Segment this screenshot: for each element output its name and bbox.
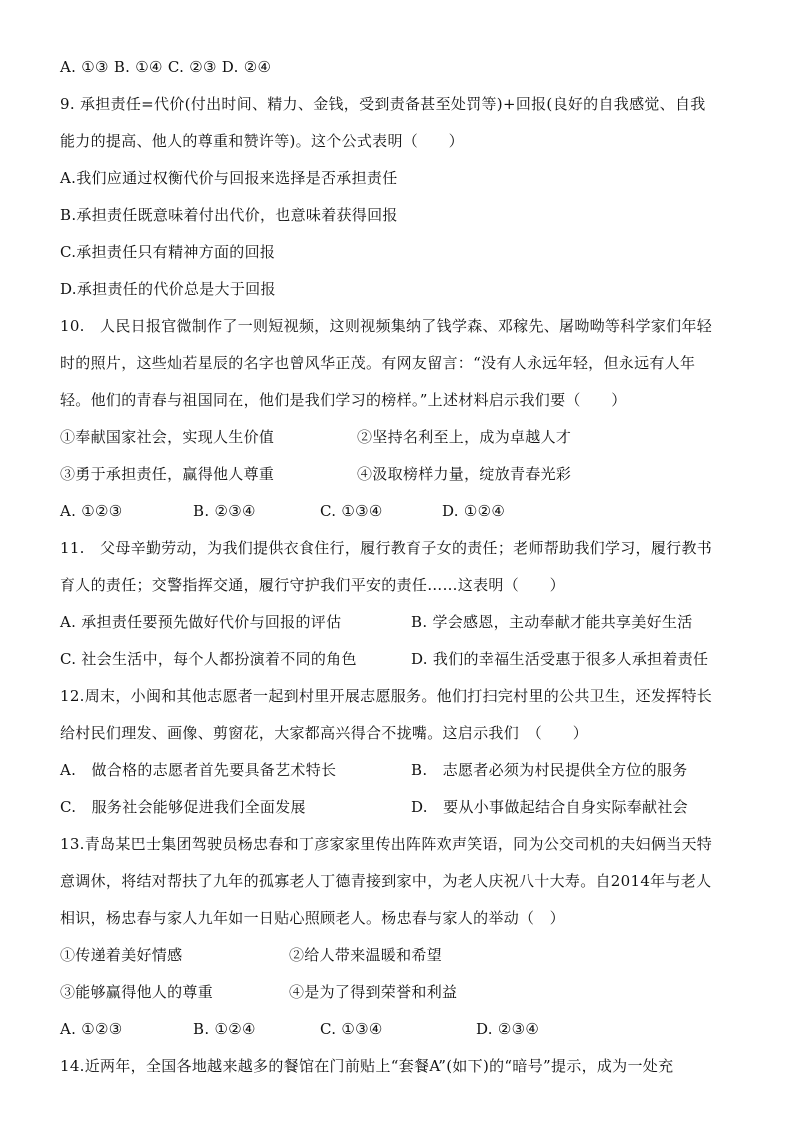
option-text: ②坚持名利至上，成为卓越人才 — [357, 428, 572, 446]
text-line — [60, 613, 740, 631]
text-line: 12.周末，小闽和其他志愿者一起到村里开展志愿服务。他们打扫完村里的公共卫生，还发挥特长 — [60, 687, 713, 705]
option-text: ③能够赢得他人的尊重 — [60, 983, 214, 1001]
line-gap — [60, 1001, 740, 1020]
option-text: D. 要从小事做起结合自身实际奉献社会 — [411, 798, 688, 816]
text-line: 相识，杨忠春与家人九年如一日贴心照顾老人。杨忠春与家人的举动（ ） — [60, 909, 565, 927]
line-gap — [60, 76, 740, 95]
text-line: 11. 父母辛勤劳动，为我们提供衣食住行，履行教育子女的责任；老师帮助我们学习，履行教书 — [60, 539, 713, 557]
line-gap — [60, 1038, 740, 1057]
line-gap — [60, 927, 740, 946]
text-line: 10. 人民日报官微制作了一则短视频，这则视频集纳了钱学森、邓稼先、屠呦呦等科学家们年轻 — [60, 317, 713, 335]
option-text: C. 服务社会能够促进我们全面发展 — [60, 798, 306, 816]
line-gap — [60, 187, 740, 206]
option-text: A. ①②③ — [60, 502, 123, 520]
option-text: A. ①②③ — [60, 1020, 123, 1038]
option-text: ④是为了得到荣誉和利益 — [289, 983, 458, 1001]
text-line: B.承担责任既意味着付出代价，也意味着获得回报 — [60, 206, 398, 224]
line-gap — [60, 150, 740, 169]
document-page — [60, 58, 740, 1075]
line-gap — [60, 742, 740, 761]
option-text: C. 社会生活中，每个人都扮演着不同的角色 — [60, 650, 357, 668]
line-gap — [60, 520, 740, 539]
option-text: ③勇于承担责任，赢得他人尊重 — [60, 465, 275, 483]
text-line: D.承担责任的代价总是大于回报 — [60, 280, 276, 298]
option-text: C. ①③④ — [320, 1020, 383, 1038]
option-text: D. ①②④ — [442, 502, 506, 520]
text-line: 14.近两年，全国各地越来越多的餐馆在门前贴上“套餐A”(如下)的“暗号”提示，成为一处充 — [60, 1057, 674, 1075]
option-text: C. ①③④ — [320, 502, 383, 520]
text-line: C.承担责任只有精神方面的回报 — [60, 243, 276, 261]
line-gap — [60, 409, 740, 428]
text-line: 育人的责任；交警指挥交通，履行守护我们平安的责任……这表明（ ） — [60, 576, 565, 594]
option-text: ①奉献国家社会，实现人生价值 — [60, 428, 275, 446]
option-text: ②给人带来温暖和希望 — [289, 946, 443, 964]
option-text: B. 志愿者必须为村民提供全方位的服务 — [411, 761, 688, 779]
option-text: B. ①②④ — [193, 1020, 256, 1038]
line-gap — [60, 779, 740, 798]
text-line: 13.青岛某巴士集团驾驶员杨忠春和丁彦家家里传出阵阵欢声笑语，同为公交司机的夫妇俩当天特 — [60, 835, 713, 853]
line-gap — [60, 705, 740, 724]
text-line — [60, 946, 740, 964]
text-line — [60, 650, 740, 668]
option-text: ④汲取榜样力量，绽放青春光彩 — [357, 465, 572, 483]
text-line: 能力的提高、他人的尊重和赞许等)。这个公式表明（ ） — [60, 132, 464, 150]
text-line — [60, 983, 740, 1001]
line-gap — [60, 668, 740, 687]
line-gap — [60, 964, 740, 983]
text-line — [60, 465, 740, 483]
text-line: 意调休，将结对帮扶了九年的孤寡老人丁德青接到家中，为老人庆祝八十大寿。自2014年与老人 — [60, 872, 712, 890]
option-text: D. ②③④ — [476, 1020, 540, 1038]
text-line: 轻。他们的青春与祖国同在，他们是我们学习的榜样。”上述材料启示我们要（ ） — [60, 391, 627, 409]
line-gap — [60, 853, 740, 872]
text-line — [60, 1020, 740, 1038]
line-gap — [60, 631, 740, 650]
line-gap — [60, 483, 740, 502]
text-line: A.我们应通过权衡代价与回报来选择是否承担责任 — [60, 169, 398, 187]
line-gap — [60, 224, 740, 243]
text-line: A. ①③ B. ①④ C. ②③ D. ②④ — [60, 58, 272, 76]
text-line — [60, 502, 740, 520]
option-text: A. 做合格的志愿者首先要具备艺术特长 — [60, 761, 337, 779]
option-text: ①传递着美好情感 — [60, 946, 183, 964]
line-gap — [60, 557, 740, 576]
option-text: A. 承担责任要预先做好代价与回报的评估 — [60, 613, 342, 631]
option-text: D. 我们的幸福生活受惠于很多人承担着责任 — [411, 650, 709, 668]
text-line: 9. 承担责任=代价(付出时间、精力、金钱，受到责备甚至处罚等)+回报(良好的自我感觉、自我 — [60, 95, 706, 113]
text-line: 时的照片，这些灿若星辰的名字也曾风华正茂。有网友留言：“没有人永远年轻，但永远有人年 — [60, 354, 696, 372]
line-gap — [60, 816, 740, 835]
text-line: 给村民们理发、画像、剪窗花，大家都高兴得合不拢嘴。这启示我们 （ ） — [60, 724, 589, 742]
line-gap — [60, 890, 740, 909]
line-gap — [60, 594, 740, 613]
line-gap — [60, 372, 740, 391]
line-gap — [60, 446, 740, 465]
text-line — [60, 761, 740, 779]
line-gap — [60, 335, 740, 354]
text-line — [60, 428, 740, 446]
text-line — [60, 798, 740, 816]
option-text: B. ②③④ — [193, 502, 256, 520]
line-gap — [60, 113, 740, 132]
line-gap — [60, 298, 740, 317]
line-gap — [60, 261, 740, 280]
option-text: B. 学会感恩，主动奉献才能共享美好生活 — [411, 613, 693, 631]
